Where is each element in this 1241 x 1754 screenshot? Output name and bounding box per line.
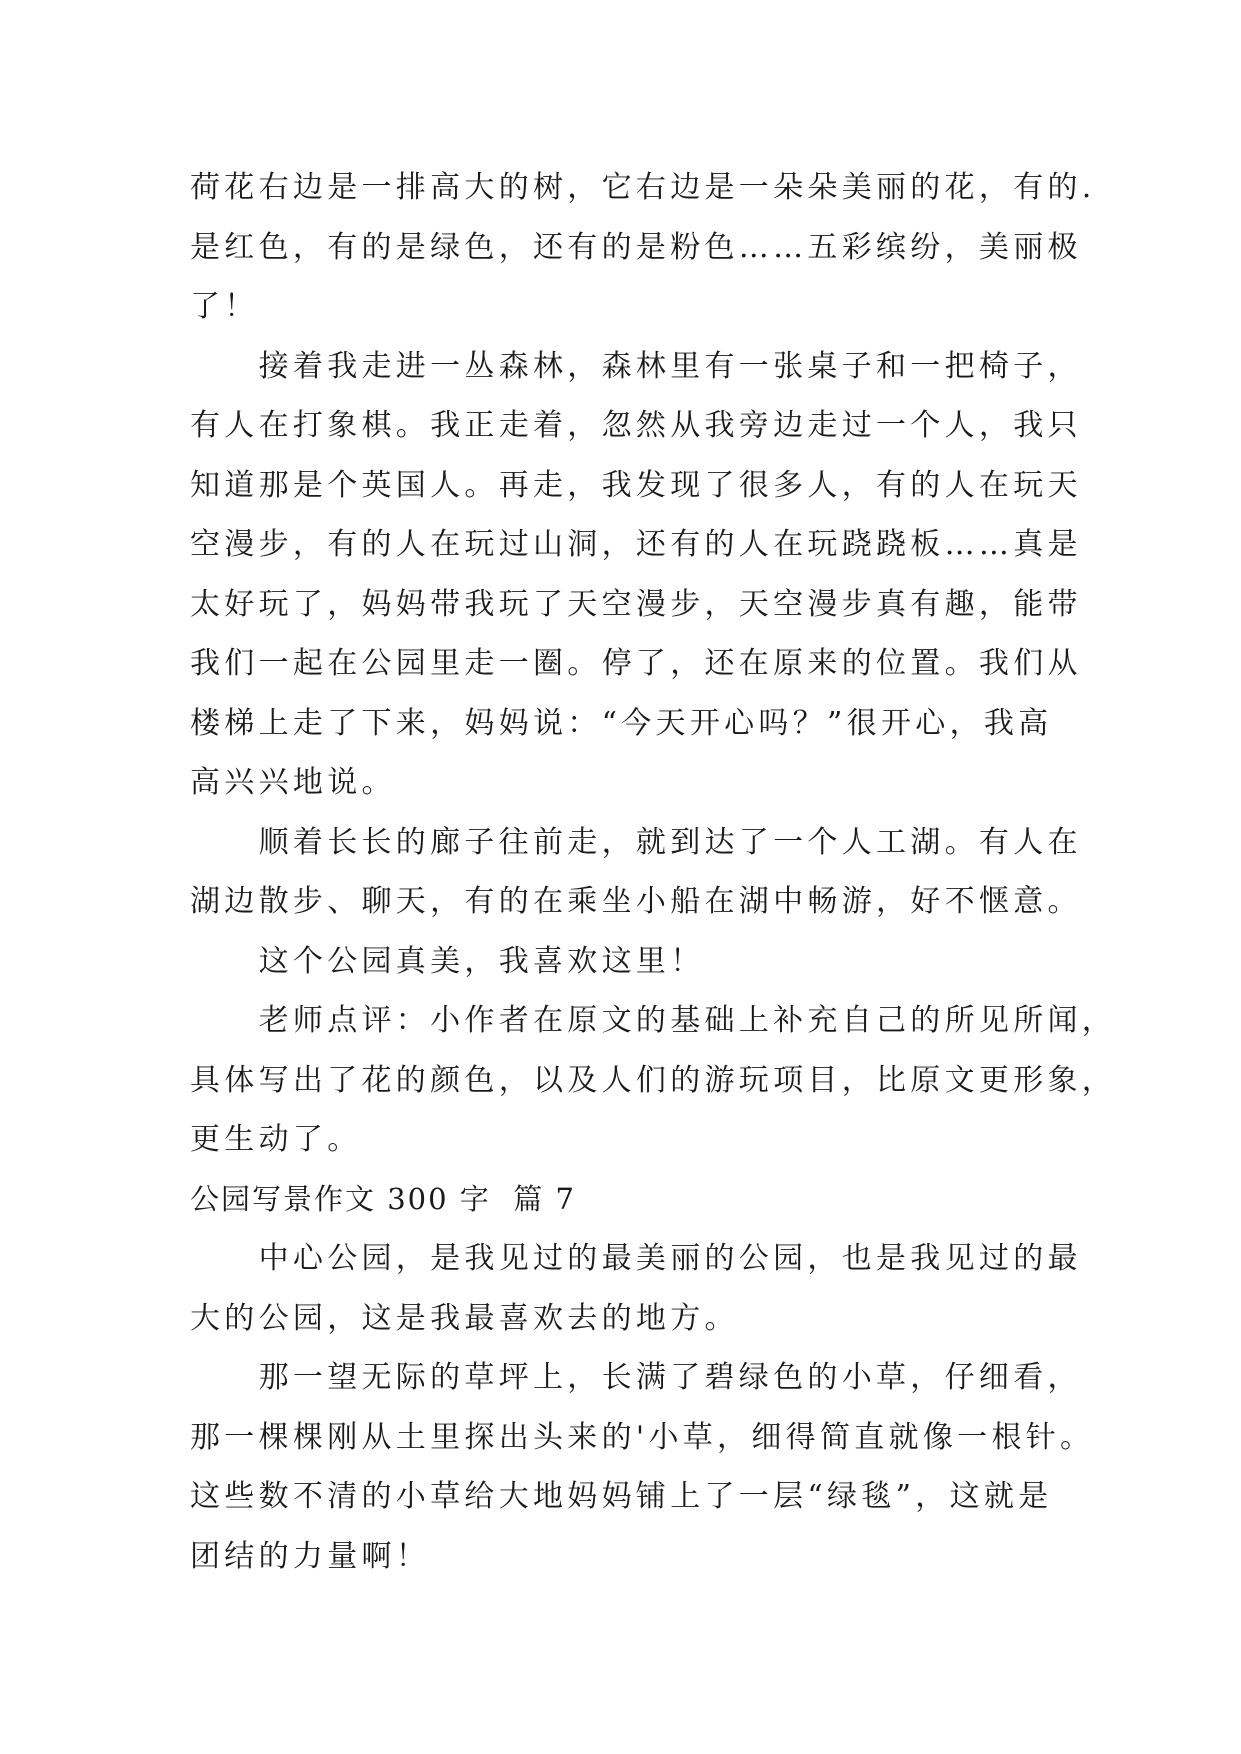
text-line: 空漫步，有的人在玩过山洞，还有的人在玩跷跷板……真是 xyxy=(190,527,1082,562)
text-line: 顺着长长的廊子往前走，就到达了一个人工湖。有人在 xyxy=(190,824,1082,860)
text-line: 太好玩了，妈妈带我玩了天空漫步，天空漫步真有趣，能带 xyxy=(190,586,1082,622)
text-line: 团结的力量啊！ xyxy=(190,1538,431,1574)
text-line: 我们一起在公园里走一圈。停了，还在原来的位置。我们从 xyxy=(190,646,1082,681)
text-line: 更生动了。 xyxy=(190,1122,362,1157)
text-line: 具体写出了花的颜色，以及人们的游玩项目，比原文更形象， xyxy=(190,1062,1117,1098)
section-heading: 公园写景作文 300 字 篇 7 xyxy=(190,1181,576,1216)
text-line: 这些数不清的小草给大地妈妈铺上了一层“绿毯”，这就是 xyxy=(190,1479,1053,1514)
text-line: 那一棵棵刚从土里探出头来的'小草，细得简直就像一根针。 xyxy=(190,1419,1095,1455)
text-line: 那一望无际的草坪上，长满了碧绿色的小草，仔细看， xyxy=(190,1360,1082,1395)
text-line: 中心公园，是我见过的最美丽的公园，也是我见过的最 xyxy=(190,1241,1082,1276)
text-line: 有人在打象棋。我正走着，忽然从我旁边走过一个人，我只 xyxy=(190,408,1082,443)
text-line: 大的公园，这是我最喜欢去的地方。 xyxy=(190,1300,739,1336)
document-page xyxy=(190,158,1117,1586)
text-line: 荷花右边是一排高大的树，它右边是一朵朵美丽的花，有的. xyxy=(190,170,1096,205)
text-line: 了！ xyxy=(190,289,259,324)
text-line: 这个公园真美，我喜欢这里！ xyxy=(190,943,705,979)
text-line: 湖边散步、聊天，有的在乘坐小船在湖中畅游，好不惬意。 xyxy=(190,884,1082,919)
text-line: 知道那是个英国人。再走，我发现了很多人，有的人在玩天 xyxy=(190,467,1082,503)
text-line: 接着我走进一丛森林，森林里有一张桌子和一把椅子， xyxy=(190,348,1082,384)
text-line: 高兴兴地说。 xyxy=(190,765,396,800)
text-line: 楼梯上走了下来，妈妈说：“今天开心吗？”很开心，我高 xyxy=(190,705,1053,741)
text-line: 是红色，有的是绿色，还有的是粉色……五彩缤纷，美丽极 xyxy=(190,229,1082,265)
text-line: 老师点评：小作者在原文的基础上补充自己的所见所闻， xyxy=(190,1003,1117,1038)
